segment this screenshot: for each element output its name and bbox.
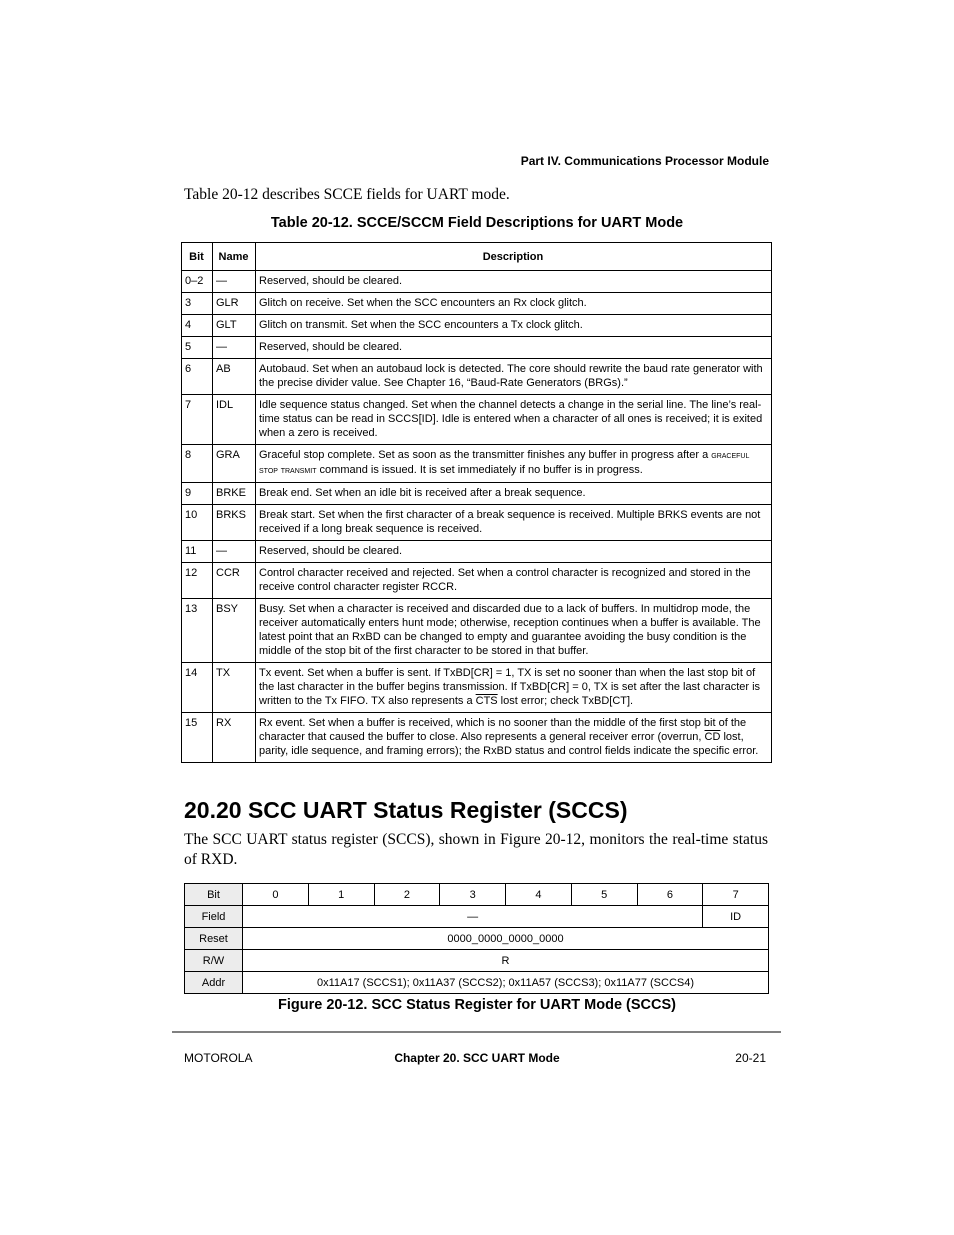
bit-number: 3 (440, 884, 506, 906)
cell-bit: 9 (182, 483, 213, 505)
table-row (182, 271, 772, 293)
column-header-bit: Bit (182, 243, 213, 271)
field-description-table (181, 242, 772, 763)
cell-description: Break start. Set when the first character of a break sequence is received. Multiple BRKS events are not received if a long break sequence is received. (256, 505, 772, 541)
cell-bit: 4 (182, 315, 213, 337)
field-id: ID (703, 906, 769, 928)
cell-name: — (213, 541, 256, 563)
cell-description: Break end. Set when an idle bit is received after a break sequence. (256, 483, 772, 505)
cell-description: Glitch on transmit. Set when the SCC encounters a Tx clock glitch. (256, 315, 772, 337)
description-text: Rx event. Set when a buffer is received, which is no sooner than the middle of the first stop bit of the character that caused the buffer to close. Also represents a general receiver error (overrun, (259, 717, 747, 743)
description-text: lost, parity, idle sequence, and framing errors); the RxBD status and control fields indicate the specific error. (259, 731, 759, 757)
row-label-reset: Reset (185, 928, 243, 950)
table-row (182, 599, 772, 663)
cell-description: Autobaud. Set when an autobaud lock is detected. The core should rewrite the baud rate generator with the precise divider value. See Chapter 16, “Baud-Rate Generators (BRGs).” (256, 359, 772, 395)
cell-name: GLR (213, 293, 256, 315)
cell-description: Reserved, should be cleared. (256, 337, 772, 359)
footer-page-number: 20-21 (735, 1051, 766, 1065)
register-bit-row (185, 884, 769, 906)
table-row (182, 483, 772, 505)
cell-name: AB (213, 359, 256, 395)
reset-value: 0000_0000_0000_0000 (243, 928, 769, 950)
table-row (182, 315, 772, 337)
table-row (182, 713, 772, 763)
column-header-name: Name (213, 243, 256, 271)
cell-bit: 0–2 (182, 271, 213, 293)
cell-description: Idle sequence status changed. Set when the channel detects a change in the serial line. The line’s real-time status can be read in SCCS[ID]. Idle is entered when a character of all ones is received; it is exited when a zero is received. (256, 395, 772, 445)
active-low-signal-name: $\overline{CTS}$ (475, 695, 498, 707)
cell-description: Control character received and rejected. Set when a control character is recognized and stored in the receive control character register RCCR. (256, 563, 772, 599)
table-row (182, 359, 772, 395)
cell-name: — (213, 337, 256, 359)
running-header: Part IV. Communications Processor Module (520, 154, 769, 168)
cell-name: BSY (213, 599, 256, 663)
cell-description: Glitch on receive. Set when the SCC encounters an Rx clock glitch. (256, 293, 772, 315)
cell-name: GLT (213, 315, 256, 337)
cell-bit: 14 (182, 663, 213, 713)
table-row (182, 395, 772, 445)
cell-bit: 5 (182, 337, 213, 359)
cell-name: CCR (213, 563, 256, 599)
cell-description: Reserved, should be cleared. (256, 541, 772, 563)
description-text: Graceful stop complete. Set as soon as the transmitter finishes any buffer in progress after a (259, 449, 712, 461)
bit-number: 5 (571, 884, 637, 906)
cell-bit: 7 (182, 395, 213, 445)
table-row (182, 337, 772, 359)
cell-bit: 11 (182, 541, 213, 563)
register-rw-row (185, 950, 769, 972)
cell-name: TX (213, 663, 256, 713)
table-row (182, 663, 772, 713)
bit-number: 1 (308, 884, 374, 906)
bit-number: 7 (703, 884, 769, 906)
register-addr-row (185, 972, 769, 994)
register-diagram (184, 883, 769, 994)
command-name-smallcaps: graceful stop transmit (259, 450, 750, 476)
cell-bit: 10 (182, 505, 213, 541)
cell-bit: 8 (182, 445, 213, 483)
intro-paragraph: Table 20-12 describes SCCE fields for UART mode. (184, 186, 510, 203)
table-row (182, 541, 772, 563)
table-row (182, 563, 772, 599)
register-reset-row (185, 928, 769, 950)
cell-name: BRKE (213, 483, 256, 505)
section-paragraph: The SCC UART status register (SCCS), shown in Figure 20-12, monitors the real-time status of RXD. (184, 831, 768, 868)
cell-name: BRKS (213, 505, 256, 541)
description-text: Tx event. Set when a buffer is sent. If TxBD[CR] = 1, TX is set no sooner than when the last stop bit of the last character in the buffer begins transmission. If TxBD[CR] = 0, TX is set after the last character is written to the Tx FIFO. TX also represents a (259, 667, 761, 707)
active-low-signal-name: $\overline{CD}$ (704, 731, 721, 743)
field-reserved: — (243, 906, 703, 928)
bit-number: 2 (374, 884, 440, 906)
table-row (182, 293, 772, 315)
cell-bit: 12 (182, 563, 213, 599)
table-header-row (182, 243, 772, 271)
cell-bit: 13 (182, 599, 213, 663)
cell-name: IDL (213, 395, 256, 445)
row-label-rw: R/W (185, 950, 243, 972)
cell-bit: 3 (182, 293, 213, 315)
bit-number: 0 (243, 884, 309, 906)
register-field-row (185, 906, 769, 928)
bit-number: 6 (637, 884, 703, 906)
table-caption: Table 20-12. SCCE/SCCM Field Descriptions for UART Mode (270, 215, 684, 231)
row-label-addr: Addr (185, 972, 243, 994)
section-heading: 20.20 SCC UART Status Register (SCCS) (184, 797, 628, 823)
table-row (182, 505, 772, 541)
cell-description (256, 445, 772, 483)
cell-name: GRA (213, 445, 256, 483)
cell-description: Busy. Set when a character is received and discarded due to a lack of buffers. In multidrop mode, the receiver automatically enters hunt mode; otherwise, reception continues when a buffer is available. The latest point that an RxBD can be changed to empty and guarantee avoiding the busy condition is the middle of the stop bit of the first character to be stored in that buffer. (256, 599, 772, 663)
footer-chapter: Chapter 20. SCC UART Mode (394, 1051, 560, 1065)
cell-bit: 15 (182, 713, 213, 763)
cell-bit: 6 (182, 359, 213, 395)
cell-name: RX (213, 713, 256, 763)
row-label-field: Field (185, 906, 243, 928)
description-text: command is issued. It is set immediately if no buffer is in progress. (316, 464, 643, 476)
cell-description: Reserved, should be cleared. (256, 271, 772, 293)
cell-description (256, 713, 772, 763)
footer-divider (172, 1031, 781, 1033)
column-header-description: Description (256, 243, 772, 271)
description-text: lost error; check TxBD[CT]. (497, 695, 634, 707)
table-row (182, 445, 772, 483)
rw-value: R (243, 950, 769, 972)
row-label-bit: Bit (185, 884, 243, 906)
cell-description (256, 663, 772, 713)
bit-number: 4 (506, 884, 572, 906)
footer-publisher: MOTOROLA (184, 1051, 253, 1065)
addr-value: 0x11A17 (SCCS1); 0x11A37 (SCCS2); 0x11A57 (SCCS3); 0x11A77 (SCCS4) (243, 972, 769, 994)
cell-name: — (213, 271, 256, 293)
figure-caption: Figure 20-12. SCC Status Register for UART Mode (SCCS) (278, 997, 676, 1013)
